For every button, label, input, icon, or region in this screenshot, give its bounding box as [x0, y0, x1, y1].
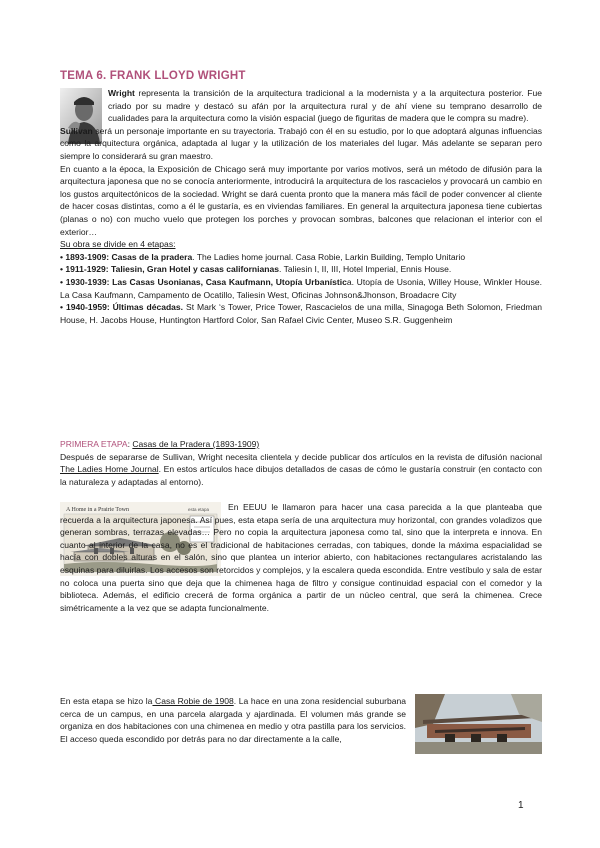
- sullivan-paragraph: [60, 125, 542, 163]
- primera-p1: Después de separarse de Sullivan, Wright necesita clientela y decide publicar dos artículos en la revista de difusión nacional The Ladies Home Journal. En estos artículos hace dibujos detallados de casas de cómo le gustaría construir (en contacto con la naturaleza y adaptadas al entorno).: [60, 451, 542, 487]
- etapa-item: • 1930-1939: Las Casas Usonianas, Casa Kaufmann, Utopía Urbanística. Utopía de Usonia, Willey House, Winkler House. La Casa Kaufmann, Campamento de Ocatillo, Taliesin West, Oficinas Johnson&Jhonson, Broadacre City: [60, 276, 542, 300]
- etapas-heading: Su obra se divide en 4 etapas:: [60, 239, 176, 250]
- robie-house-photo: [415, 694, 542, 754]
- primera-p3: En esta etapa se hizo la Casa Robie de 1908. La hace en una zona residencial suburbana cerca de un campus, en una parcela alargada y ajardinada. El volumen más grande se organiza en dos habitaciones con una chimenea en medio y otra pastilla para los servicios. El acceso queda escondido por detrás para no dar directamente a la calle,: [60, 696, 406, 744]
- primera-p3-block: [60, 695, 406, 745]
- illustration-caption: A Home in a Prairie Town: [66, 507, 129, 513]
- page-title: TEMA 6. FRANK LLOYD WRIGHT: [60, 70, 246, 82]
- sullivan-text: será un personaje importante en su trayectoria. Trabajó con él en su estudio, por lo que adoptará algunas influencias como la arquitectura orgánica, adaptada al lugar y la utilización de los materiales del lugar. Más adelante se separan pero siempre lo considerará su gran maestro.: [60, 125, 542, 161]
- sullivan-name: Sullivan: [60, 125, 93, 136]
- primera-p2: En EEUU le llamaron para hacer una casa parecida a la que planteaba que recuerda a la arquitectura japonesa. Así pues, esta etapa sería de una arquitectura muy horizontal, con grandes voladizos que generan sombras, terrazas elevadas… Pero no copia la arquitectura japonesa como tal, sino que la interpreta e innova. En cuanto al interior de la casa, no es el tradicional de habitaciones cerradas, con tabiques, donde la máxima espacialidad se hacía con dobles alturas en el salón, sino que plantea un interior abierto, con habitaciones rectangulares acristalando las esquinas para diluirlas. Los accesos son retorcidos y complejos, y la escalera queda escondida. Entre vestíbulo y sala de estar no coloca una puerta sino que deja que la chimenea haga de filtro y consigue continuidad espacial con el comedor y la biblioteca. Además, el edificio crecerá de forma orgánica a partir de un núcleo central, que será la chimenea. Crece simétricamente a la vez que se adapta funcionalmente.: [60, 502, 542, 613]
- casa-robie-link: Casa Robie de 1908: [152, 696, 234, 706]
- wright-text: representa la transición de la arquitectura tradicional a la modernista y a la arquitectura posterior. Fue criado por su madre y destacó su afán por la arquitectura rural y de ahí viene su temprano desarrollo de cualidades para la arquitectura como la visión espacial (juego de figuritas de madera que le compra su madre).: [108, 88, 542, 124]
- primera-p2-block: [60, 501, 542, 614]
- etapa-item: • 1911-1929: Taliesin, Gran Hotel y casas californianas. Taliesin I, II, III, Hotel Imperial, Ennis House.: [60, 264, 452, 275]
- etapa-item: • 1893-1909: Casas de la pradera. The Ladies home journal. Casa Robie, Larkin Building, Templo Unitario: [60, 251, 466, 262]
- intro-block: [60, 87, 542, 326]
- epoca-paragraph: En cuanto a la época, la Exposición de Chicago será muy importante por varios motivos, será un método de difusión para la arquitectura japonesa que no se conocía anteriormente, introducirá la arquitectura de los rascacielos y provocará un cambio en los gustos arquitectónicos de la sociedad. Wright se dará cuenta pronto que la manera más fácil de poder convencer al cliente de hacer cosas distintas, como a él le gustaría, es en viviendas familiares. En general la arquitectura japonesa tiene cubiertas (planas o no) con mucho vuelo que protegen los porches y provocan sombras, balcones que relacionan el interior con el exterior…: [60, 163, 542, 237]
- wright-name: Wright: [108, 88, 135, 98]
- primera-etapa-block: [60, 438, 542, 488]
- ladies-home-journal-link: The Ladies Home Journal: [60, 464, 159, 475]
- etapa-item: • 1940-1959: Últimas décadas. St Mark ‘s Tower, Price Tower, Rascacielos de una milla, Sinagoga Beth Solomon, Friedman House, H. Jacobs House, Huntington Hartford Color, San Rafael Civic Center, Museo S.R. Guggenheim: [60, 302, 542, 325]
- illustration-note: esta etapa: [188, 507, 210, 512]
- wright-paragraph: [60, 87, 542, 125]
- page-number: 1: [518, 800, 524, 811]
- primera-etapa-heading: PRIMERA ETAPA: Casas de la Pradera (1893-1909): [60, 439, 260, 449]
